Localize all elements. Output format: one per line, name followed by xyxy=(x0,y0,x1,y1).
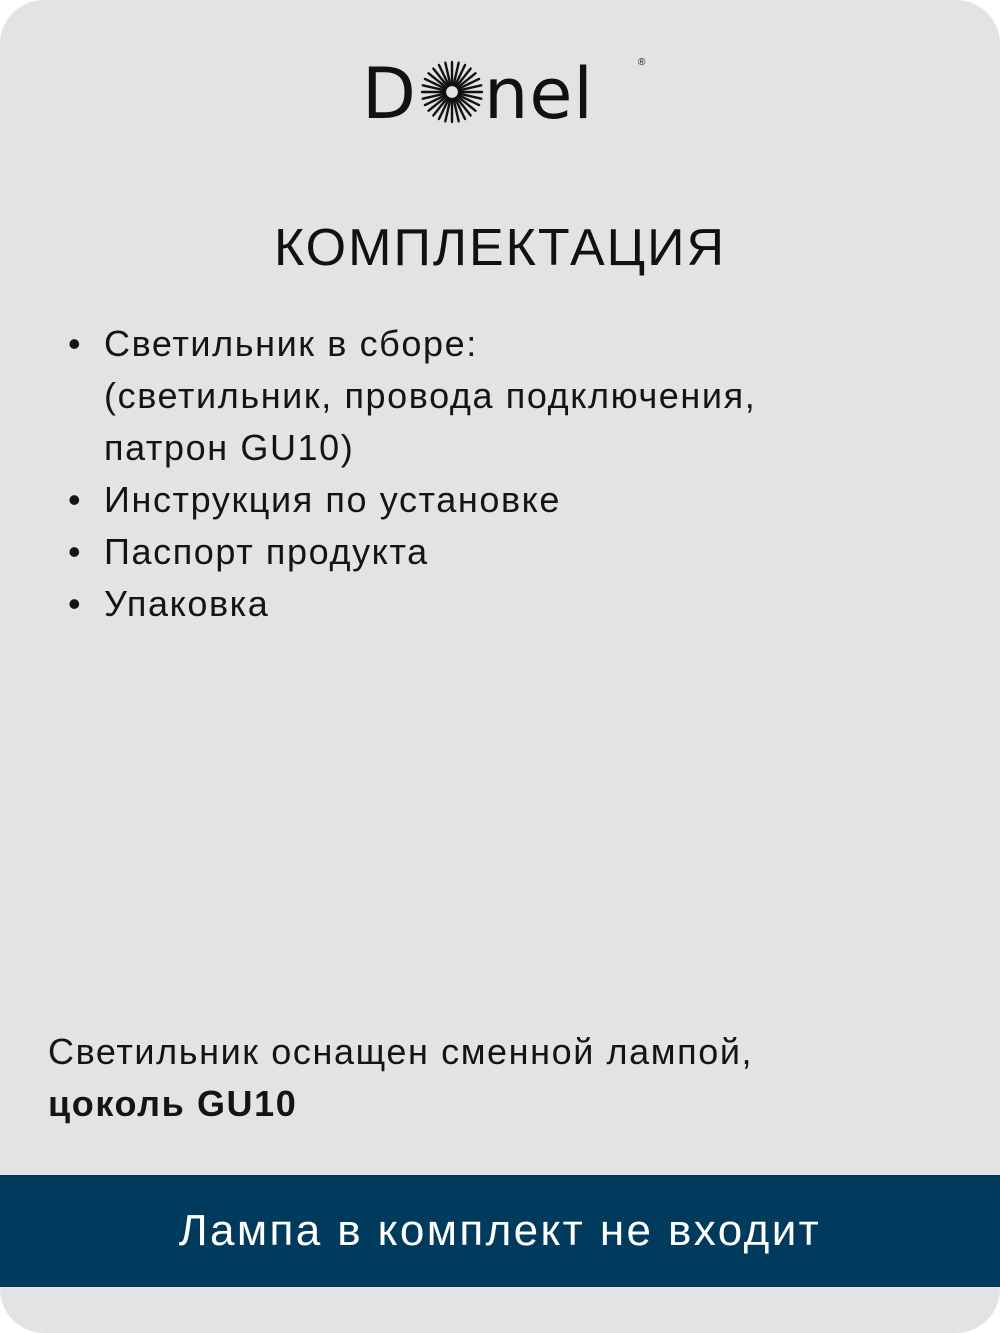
list-item-text: Инструкция по установке xyxy=(104,479,562,520)
contents-list xyxy=(66,318,946,630)
notice-banner xyxy=(0,1175,1000,1287)
list-item-text: патрон GU10) xyxy=(104,427,355,468)
list-item-text: Светильник в сборе: xyxy=(104,323,478,364)
list-item-text: Упаковка xyxy=(104,583,270,624)
lamp-note xyxy=(48,1026,948,1130)
brand-logo xyxy=(362,53,652,138)
logo-letter-d: D xyxy=(362,53,417,135)
bullet: • xyxy=(68,479,83,520)
list-item xyxy=(66,526,946,578)
bullet: • xyxy=(68,531,83,572)
sunburst-icon xyxy=(420,60,484,124)
lamp-note-text: Светильник оснащен сменной лампой, xyxy=(48,1031,754,1072)
page-title: КОМПЛЕКТАЦИЯ xyxy=(273,219,727,277)
socket-type-text: цоколь GU10 xyxy=(48,1083,298,1124)
bullet: • xyxy=(68,583,83,624)
list-item xyxy=(66,578,946,630)
registered-mark: ® xyxy=(638,57,646,68)
notice-banner-text: Лампа в комплект не входит xyxy=(178,1206,822,1255)
list-item-text: (светильник, провода подключения, xyxy=(104,375,757,416)
list-item xyxy=(66,474,946,526)
logo-letters-nel: nel xyxy=(484,53,594,135)
bullet: • xyxy=(68,323,83,364)
list-item-text: Паспорт продукта xyxy=(104,531,429,572)
list-item xyxy=(66,318,946,474)
